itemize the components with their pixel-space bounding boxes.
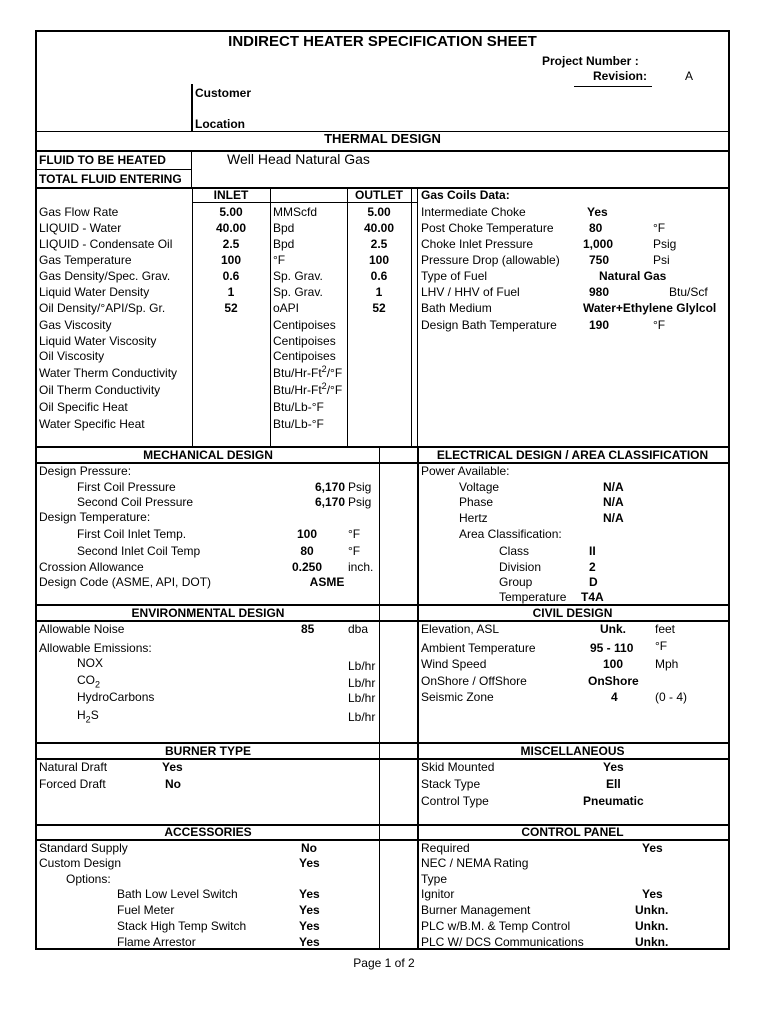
accessories-header: ACCESSORIES [164,825,252,839]
emissions-label: Allowable Emissions: [39,641,152,655]
standard-supply-label: Standard Supply [39,841,128,855]
gas-coil-value: 190 [589,318,610,332]
thermal-row-outlet: 0.6 [370,269,388,283]
seismic-unit: (0 - 4) [655,690,688,704]
custom-design-value: Yes [299,856,320,870]
gas-coil-label: LHV / HHV of Fuel [421,285,520,299]
second-coil-temp-label: Second Inlet Coil Temp [77,544,201,558]
custom-design-label: Custom Design [39,856,122,870]
thermal-row-unit: Bpd [273,221,295,235]
thermal-row-label: Gas Density/Spec. Grav. [39,269,171,283]
burner-header: BURNER TYPE [164,744,251,758]
customer-label: Customer [195,86,252,100]
thermal-row-inlet: 5.00 [219,205,243,219]
co2-label: $CO_2$ [77,673,101,690]
thermal-row-outlet: 5.00 [367,205,391,219]
design-code-value: ASME [309,575,345,589]
thermal-row-unit: Centipoises [273,334,336,348]
misc-header: MISCELLANEOUS [520,744,625,758]
thermal-row-outlet: 40.00 [363,221,395,235]
natural-draft-label: Natural Draft [39,760,108,774]
hertz-value: N/A [603,511,624,525]
phase-value: N/A [603,495,624,509]
thermal-row-label: Liquid Water Viscosity [39,334,157,348]
thermal-row-unit: Centipoises [273,349,336,363]
gas-coil-value: 1,000 [583,237,614,251]
stack-switch-label: Stack High Temp Switch [117,919,247,933]
environmental-header: ENVIRONMENTAL DESIGN [131,606,285,620]
class-label: Class [499,544,530,558]
gas-coil-label: Pressure Drop (allowable) [421,253,560,267]
thermal-row-label: Oil Specific Heat [39,400,128,414]
ambient-value: 95 - 110 [590,641,634,655]
design-temperature-label: Design Temperature: [39,510,151,524]
second-coil-temp-unit: °F [348,544,361,558]
thermal-row-unit: oAPI [273,301,300,315]
electrical-header: ELECTRICAL DESIGN / AREA CLASSIFICATION [436,448,709,462]
gas-coil-unit: Psi [653,253,670,267]
fuel-meter-value: Yes [299,903,320,917]
gas-coil-unit: °F [653,221,666,235]
thermal-row-inlet: 40.00 [215,221,247,235]
ambient-unit: °F [655,639,668,653]
gas-coil-value: 750 [589,253,610,267]
thermal-row-unit: Btu/Hr-Ft$^2$/°F [273,381,343,397]
area-classification-label: Area Classification: [459,527,562,541]
ignitor-value: Yes [642,887,663,901]
group-label: Group [499,575,533,589]
group-value: D [589,575,598,589]
thermal-row-inlet: 1 [227,285,235,299]
spec-sheet [35,30,730,950]
thermal-row-label: Oil Density/°API/Sp. Gr. [39,301,166,315]
gas-coil-label: Design Bath Temperature [421,318,557,332]
gas-coil-value: 980 [589,285,610,299]
center-divider-right [417,446,419,950]
skid-label: Skid Mounted [421,760,495,774]
plc-bm-label: PLC w/B.M. & Temp Control [421,919,571,933]
inlet-header: INLET [213,188,249,202]
voltage-label: Voltage [459,480,500,494]
nox-unit: Lb/hr [348,659,376,673]
thermal-row-outlet: 100 [368,253,390,267]
burner-management-value: Unkn. [635,903,669,917]
ambient-label: Ambient Temperature [421,641,536,655]
thermal-row-unit: Sp. Grav. [273,285,323,299]
thermal-row-unit: MMScfd [273,205,318,219]
second-coil-temp-value: 80 [300,544,314,558]
elevation-value: Unk. [600,622,627,636]
control-panel-header: CONTROL PANEL [521,825,624,839]
design-pressure-label: Design Pressure: [39,464,132,478]
plc-dcs-label: PLC W/ DCS Communications [421,935,584,949]
second-coil-pressure-unit: Psig [348,495,372,509]
customer-divider [191,84,193,131]
corrosion-value: 0.250 [291,560,323,574]
thermal-row-inlet: 0.6 [222,269,240,283]
fluid-divider [191,150,192,188]
fluid-heated-label: FLUID TO BE HEATED [39,153,166,167]
burner-header-line [37,758,728,760]
thermal-row-inlet: 100 [220,253,242,267]
division-label: Division [499,560,542,574]
hydrocarbons-unit: Lb/hr [348,691,376,705]
thermal-row-label: LIQUID - Water [39,221,122,235]
fluid-row-line [37,169,191,170]
flame-arrestor-label: Flame Arrestor [117,935,196,949]
gas-coil-label: Post Choke Temperature [421,221,554,235]
forced-draft-label: Forced Draft [39,777,106,791]
gas-coil-label: Intermediate Choke [421,205,526,219]
bath-switch-value: Yes [299,887,320,901]
stack-switch-value: Yes [299,919,320,933]
col-divider-4 [411,187,412,447]
gas-coil-label: Type of Fuel [421,269,488,283]
page-footer: Page 1 of 2 [353,956,415,970]
revision-value: A [685,69,694,83]
elevation-label: Elevation, ASL [421,622,500,636]
first-coil-temp-unit: °F [348,527,361,541]
thermal-row-label: Liquid Water Density [39,285,150,299]
h2s-unit: Lb/hr [348,710,376,724]
nec-label: NEC / NEMA Rating [421,856,529,870]
natural-draft-value: Yes [162,760,183,774]
gas-coil-value: 80 [589,221,603,235]
thermal-row-label: Oil Therm Conductivity [39,383,161,397]
gas-coil-value: Natural Gas [599,269,667,283]
wind-value: 100 [603,657,624,671]
col-divider-2 [270,187,271,447]
design-code-label: Design Code (ASME, API, DOT) [39,575,212,589]
gas-coil-unit: °F [653,318,666,332]
options-label: Options: [66,872,111,886]
project-number-label: Project Number : [542,54,639,68]
skid-value: Yes [603,760,624,774]
required-label: Required [421,841,470,855]
first-coil-pressure-value: 6,170 [314,480,345,494]
revision-underline [574,86,652,87]
thermal-row-unit: Btu/Hr-Ft$^2$/°F [273,364,343,380]
thermal-row-outlet: 52 [372,301,386,315]
first-coil-temp-value: 100 [296,527,318,541]
seismic-label: Seismic Zone [421,690,494,704]
gas-coil-value: Yes [587,205,608,219]
type-label: Type [421,872,448,886]
hertz-label: Hertz [459,511,488,525]
col-divider-5 [417,187,418,447]
mech-header-line [37,462,728,464]
second-coil-pressure-label: Second Coil Pressure [77,495,194,509]
elevation-unit: feet [655,622,676,636]
hydrocarbons-label: HydroCarbons [77,690,155,704]
first-coil-pressure-unit: Psig [348,480,372,494]
division-value: 2 [589,560,596,574]
thermal-row-outlet: 1 [375,285,383,299]
thermal-row-label: Gas Temperature [39,253,132,267]
standard-supply-value: No [301,841,317,855]
thermal-design-title: THERMAL DESIGN [324,131,441,146]
thermal-row-unit: Btu/Lb-°F [273,400,324,414]
flame-arrestor-value: Yes [299,935,320,949]
plc-dcs-value: Unkn. [635,935,669,949]
thermal-row-label: Water Therm Conductivity [39,366,178,380]
noise-label: Allowable Noise [39,622,125,636]
co2-unit: Lb/hr [348,676,376,690]
thermal-row-label: Gas Flow Rate [39,205,119,219]
stack-type-label: Stack Type [421,777,481,791]
thermal-row-inlet: 2.5 [222,237,240,251]
required-value: Yes [642,841,663,855]
thermal-row-unit: Btu/Lb-°F [273,417,324,431]
control-type-value: Pneumatic [583,794,644,808]
bath-switch-label: Bath Low Level Switch [117,887,238,901]
thermal-row-label: Water Specific Heat [39,417,145,431]
h2s-label: $H_2S$ [77,708,99,725]
thermal-row-unit: Centipoises [273,318,336,332]
gas-coil-label: Bath Medium [421,301,492,315]
plc-bm-value: Unkn. [635,919,669,933]
thermal-row-label: LIQUID - Condensate Oil [39,237,173,251]
wind-unit: Mph [655,657,679,671]
gas-coil-unit: Psig [653,237,677,251]
burner-management-label: Burner Management [421,903,531,917]
thermal-row-unit: Bpd [273,237,295,251]
corrosion-label: Crossion Allowance [39,560,144,574]
power-available-label: Power Available: [421,464,510,478]
class-value: II [589,544,596,558]
corrosion-unit: inch. [348,560,374,574]
nox-label: NOX [77,656,104,670]
ignitor-label: Ignitor [421,887,455,901]
gas-coil-label: Choke Inlet Pressure [421,237,534,251]
seismic-value: 4 [611,690,618,704]
thermal-row-label: Gas Viscosity [39,318,112,332]
thermal-row-inlet: 52 [224,301,238,315]
onshore-value: OnShore [588,674,639,688]
civil-header: CIVIL DESIGN [532,606,613,620]
onshore-label: OnShore / OffShore [421,674,527,688]
acc-header-line [37,839,728,841]
temperature-value: T4A [581,590,604,604]
wind-label: Wind Speed [421,657,487,671]
inlet-header-line [192,202,417,203]
stack-type-value: Ell [606,777,621,791]
thermal-row-outlet: 2.5 [370,237,388,251]
thermal-row-label: Oil Viscosity [39,349,105,363]
mechanical-header: MECHANICAL DESIGN [143,448,273,462]
noise-value: 85 [301,622,315,636]
fluid-heated-value: Well Head Natural Gas [227,151,370,167]
forced-draft-value: No [165,777,181,791]
revision-label: Revision: [593,69,648,83]
total-fluid-label: TOTAL FLUID ENTERING [39,172,182,186]
first-coil-temp-label: First Coil Inlet Temp. [77,527,187,541]
thermal-title-line [37,150,728,152]
thermal-row-unit: °F [273,253,286,267]
gas-coils-header: Gas Coils Data: [421,188,510,202]
noise-unit: dba [348,622,369,636]
phase-label: Phase [459,495,494,509]
voltage-value: N/A [603,480,624,494]
gas-coil-value: Water+Ethylene Glylcol [583,301,717,315]
fuel-meter-label: Fuel Meter [117,903,175,917]
outlet-header: OUTLET [355,188,403,202]
first-coil-pressure-label: First Coil Pressure [77,480,176,494]
temperature-label: Temperature [499,590,567,604]
second-coil-pressure-value: 6,170 [314,495,345,509]
control-type-label: Control Type [421,794,489,808]
center-divider-left [379,446,380,950]
sheet-title: INDIRECT HEATER SPECIFICATION SHEET [228,33,537,50]
gas-coil-unit: Btu/Scf [669,285,708,299]
thermal-row-unit: Sp. Grav. [273,269,323,283]
location-label: Location [195,117,245,131]
